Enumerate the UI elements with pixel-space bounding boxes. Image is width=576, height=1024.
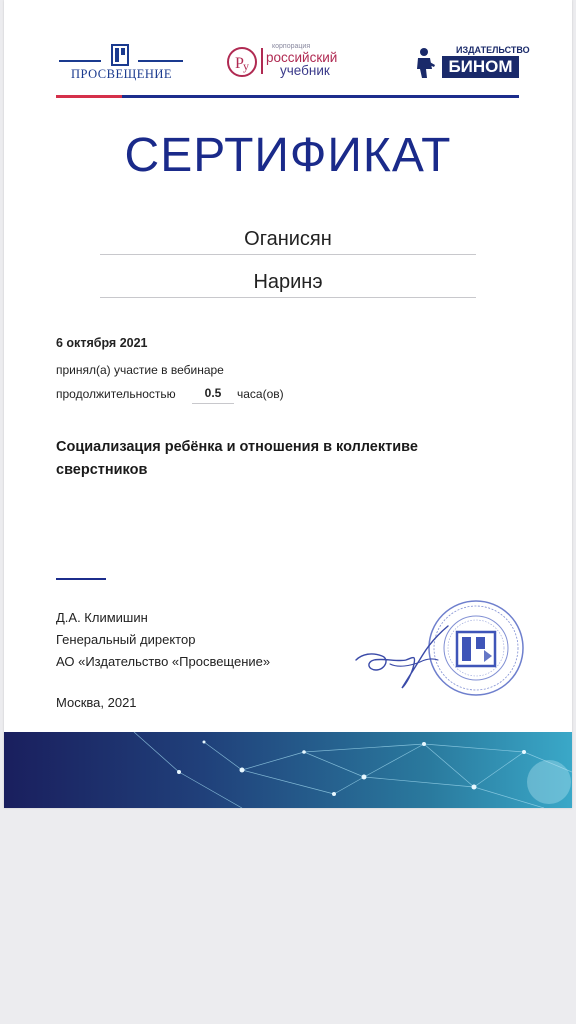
duration-unit: часа(ов) (237, 387, 284, 401)
duration-value: 0.5 (192, 386, 234, 404)
binom-box-text: БИНОМ (442, 56, 519, 78)
prosveshchenie-emblem-icon (111, 44, 129, 66)
duration-prefix: продолжительностью (56, 387, 176, 401)
signatory-position: Генеральный директор (56, 632, 196, 647)
ru-line2-text: учебник (280, 63, 330, 78)
event-date: 6 октября 2021 (56, 336, 148, 350)
header-divider-accent (56, 95, 122, 98)
prosveshchenie-logo-text: ПРОСВЕЩЕНИЕ (70, 67, 173, 81)
binom-small-text: ИЗДАТЕЛЬСТВО (456, 45, 530, 55)
surname-underline (100, 254, 476, 255)
header-divider (56, 95, 519, 98)
ru-circle-icon (226, 46, 258, 78)
certificate (4, 0, 572, 808)
svg-text:у: у (243, 59, 249, 73)
ru-line1-text: российский (266, 50, 338, 65)
issue-place: Москва, 2021 (56, 695, 137, 710)
webinar-topic: Социализация ребёнка и отношения в коллективе сверстников (56, 439, 418, 478)
signatory-organization: АО «Издательство «Просвещение» (56, 654, 271, 669)
firstname-underline (100, 297, 476, 298)
recipient-surname: Оганисян (244, 228, 332, 250)
ru-small-text: корпорация (272, 43, 311, 50)
decorative-network-banner (4, 732, 572, 808)
certificate-title: СЕРТИФИКАТ (124, 129, 452, 182)
signatory-name: Д.А. Климишин (56, 610, 148, 625)
recipient-firstname: Наринэ (253, 271, 323, 293)
signature-divider (56, 578, 106, 580)
reader-figure-icon (414, 47, 436, 79)
participation-text: принял(а) участие в вебинаре (56, 363, 224, 377)
signature-scribble (350, 618, 460, 693)
svg-text:Р: Р (235, 55, 244, 72)
